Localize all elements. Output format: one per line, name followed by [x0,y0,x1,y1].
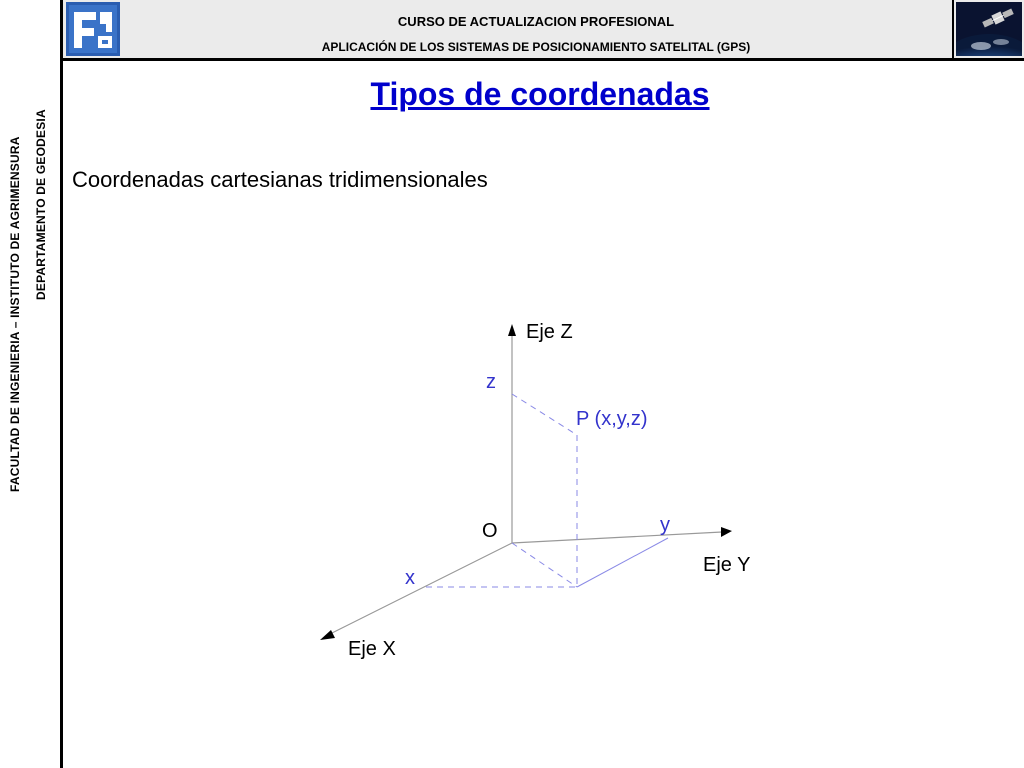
x-coordinate-label: x [405,567,415,589]
x-axis-label: Eje X [348,638,396,660]
page-title: Tipos de coordenadas [370,76,710,112]
y-axis [512,532,722,543]
y-axis-label: Eje Y [703,554,751,576]
y-coordinate-label: y [660,514,670,536]
y-axis-arrowhead [721,527,732,537]
slide-subtitle: Coordenadas cartesianas tridimensionales [72,167,488,192]
z-axis-arrowhead [508,324,516,336]
department-label: DEPARTAMENTO DE GEODESIA [34,109,48,300]
course-title: CURSO DE ACTUALIZACION PROFESIONAL [397,14,675,29]
z-projection-line [512,394,577,435]
y-projection-line [577,538,668,587]
faculty-label: FACULTAD DE INGENIERIA – INSTITUTO DE AGRIMENSURA [8,136,22,492]
course-subtitle: APLICACIÓN DE LOS SISTEMAS DE POSICIONAMIENTO SATELITAL (GPS) [321,40,751,54]
z-coordinate-label: z [486,371,496,393]
z-axis-label: Eje Z [526,321,573,343]
point-label: P (x,y,z) [576,408,648,430]
x-axis [328,543,512,635]
origin-diagonal-line [512,543,577,587]
origin-label: O [482,520,498,542]
x-axis-arrowhead [320,630,335,640]
